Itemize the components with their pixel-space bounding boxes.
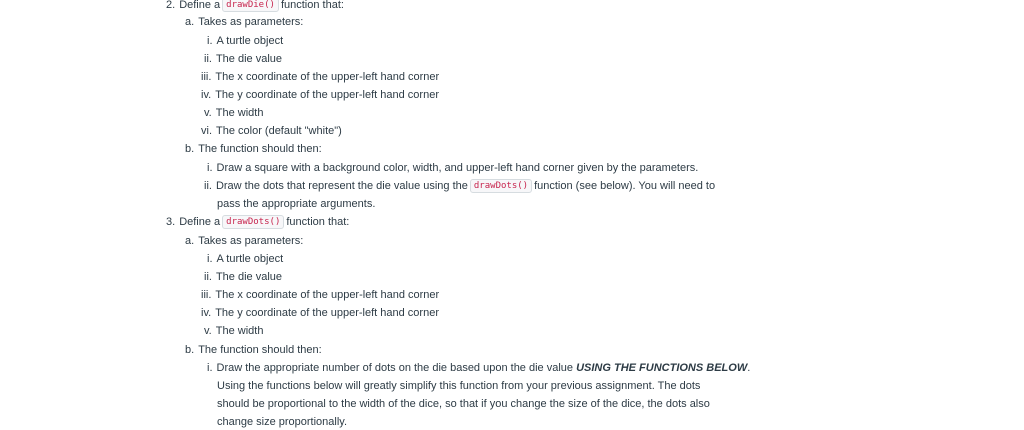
item-text: Using the functions below will greatly simplify this function from your previous assignment. The dots bbox=[217, 380, 701, 392]
item-text: function (see below). You will need to bbox=[534, 180, 716, 192]
item-text: The function should then: bbox=[198, 344, 322, 356]
step-item bbox=[207, 161, 698, 175]
item-text: Draw the appropriate number of dots on the die based upon the die value bbox=[216, 362, 574, 374]
list-marker: b. bbox=[185, 344, 195, 356]
item-2b bbox=[185, 142, 322, 156]
param-item bbox=[201, 70, 439, 84]
inline-code-drawDots: drawDots() bbox=[470, 179, 532, 193]
step-continuation bbox=[217, 415, 347, 429]
list-marker: i. bbox=[207, 362, 213, 374]
item-text: function that: bbox=[286, 216, 350, 228]
item-text: A turtle object bbox=[216, 253, 284, 265]
list-marker: iii. bbox=[201, 289, 212, 301]
item-2-heading bbox=[166, 0, 344, 12]
list-marker: 3. bbox=[166, 216, 176, 228]
param-item bbox=[204, 106, 263, 120]
list-marker: iv. bbox=[201, 89, 212, 101]
list-marker: ii. bbox=[204, 53, 212, 65]
list-marker: vi. bbox=[201, 125, 212, 137]
item-text: change size proportionally. bbox=[217, 416, 348, 428]
item-2a bbox=[185, 15, 303, 29]
inline-code-drawDots: drawDots() bbox=[222, 215, 284, 229]
item-text: The y coordinate of the upper-left hand corner bbox=[215, 89, 439, 101]
param-item bbox=[201, 288, 439, 302]
item-text: The function should then: bbox=[198, 143, 322, 155]
list-marker: v. bbox=[204, 325, 212, 337]
param-item bbox=[201, 306, 439, 320]
item-text: The x coordinate of the upper-left hand corner bbox=[215, 289, 440, 301]
item-text: should be proportional to the width of the dice, so that if you change the size of the dice, the dots also bbox=[217, 398, 710, 410]
list-marker: ii. bbox=[204, 180, 212, 192]
item-text: Draw the dots that represent the die value using the bbox=[215, 180, 468, 192]
item-text: The x coordinate of the upper-left hand corner bbox=[215, 71, 440, 83]
item-3b bbox=[185, 343, 322, 357]
item-text: Takes as parameters: bbox=[198, 235, 304, 247]
item-text: The y coordinate of the upper-left hand corner bbox=[215, 307, 439, 319]
item-3a bbox=[185, 234, 303, 248]
list-marker: i. bbox=[207, 162, 213, 174]
item-text: Draw a square with a background color, width, and upper-left hand corner given by the parameters. bbox=[216, 162, 699, 174]
list-marker: iv. bbox=[201, 307, 212, 319]
list-marker: i. bbox=[207, 253, 213, 265]
item-text: Define a bbox=[179, 0, 221, 11]
param-item bbox=[207, 34, 283, 48]
list-marker: 2. bbox=[166, 0, 176, 11]
item-text: The color (default "white") bbox=[216, 125, 342, 137]
list-marker: b. bbox=[185, 143, 195, 155]
list-marker: i. bbox=[207, 35, 213, 47]
param-item bbox=[207, 252, 283, 266]
item-text: pass the appropriate arguments. bbox=[217, 198, 376, 210]
param-item bbox=[204, 270, 282, 284]
list-marker: a. bbox=[185, 235, 195, 247]
item-text: A turtle object bbox=[216, 35, 284, 47]
step-item bbox=[204, 179, 715, 193]
item-text: The die value bbox=[215, 271, 282, 283]
item-text: The die value bbox=[215, 53, 282, 65]
step-item bbox=[207, 361, 750, 375]
param-item bbox=[201, 88, 439, 102]
item-text: function that: bbox=[280, 0, 344, 11]
item-text: Define a bbox=[179, 216, 221, 228]
param-item bbox=[201, 124, 342, 138]
list-marker: v. bbox=[204, 107, 212, 119]
list-marker: iii. bbox=[201, 71, 212, 83]
param-item bbox=[204, 52, 282, 66]
item-text: . bbox=[747, 362, 751, 374]
list-marker: ii. bbox=[204, 271, 212, 283]
step-continuation bbox=[217, 197, 375, 211]
item-text: The width bbox=[215, 107, 264, 119]
step-continuation bbox=[217, 379, 700, 393]
item-3-heading bbox=[166, 215, 349, 229]
item-text: Takes as parameters: bbox=[198, 16, 304, 28]
list-marker: a. bbox=[185, 16, 195, 28]
item-text: The width bbox=[215, 325, 264, 337]
step-continuation bbox=[217, 397, 710, 411]
inline-code-drawDie: drawDie() bbox=[222, 0, 279, 12]
param-item bbox=[204, 324, 263, 338]
emphasis-text: USING THE FUNCTIONS BELOW bbox=[576, 362, 748, 374]
